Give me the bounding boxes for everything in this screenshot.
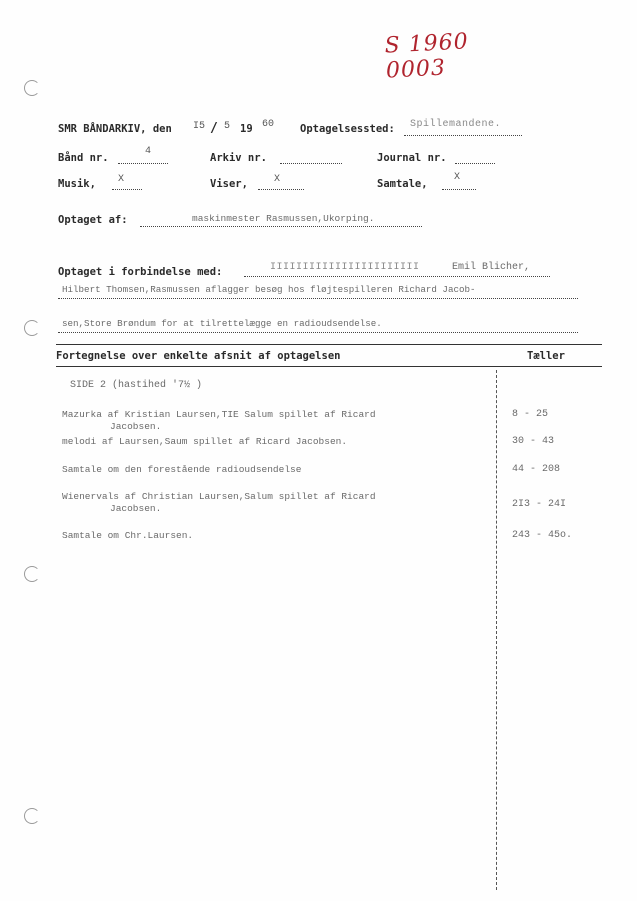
location-label: Optagelsessted: bbox=[300, 123, 395, 135]
row-counter: 8 - 25 bbox=[512, 409, 549, 420]
table-header-rule bbox=[56, 366, 602, 367]
samtale-underline bbox=[442, 189, 476, 190]
date-day: I5 bbox=[193, 121, 206, 132]
punch-hole-icon bbox=[24, 808, 40, 824]
samtale-label: Samtale, bbox=[377, 178, 428, 190]
counter-column-divider bbox=[496, 370, 497, 890]
forbindelse-line2-underline bbox=[58, 298, 578, 299]
viser-value: X bbox=[274, 174, 281, 185]
location-underline bbox=[404, 135, 522, 136]
forbindelse-line3: sen,Store Brøndum for at tilrettelægge en radioudsendelse. bbox=[62, 318, 382, 329]
table-row-continuation: Jacobsen. bbox=[110, 503, 162, 514]
forbindelse-struck-text: IIIIIIIIIIIIIIIIIIIIIII bbox=[270, 262, 420, 273]
counter-heading: Tæller bbox=[527, 350, 565, 362]
forbindelse-line2: Hilbert Thomsen,Rasmussen aflagger besøg hos fløjtespilleren Richard Jacob- bbox=[62, 284, 476, 295]
punch-hole-icon bbox=[24, 320, 40, 336]
journal-label: Journal nr. bbox=[377, 152, 447, 164]
optaget-af-value: maskinmester Rasmussen,Ukorping. bbox=[192, 213, 375, 224]
punch-hole-icon bbox=[24, 80, 40, 96]
row-counter: 2I3 - 24I bbox=[512, 499, 567, 510]
table-top-rule bbox=[56, 344, 602, 345]
musik-underline bbox=[112, 189, 142, 190]
forbindelse-line1: Emil Blicher, bbox=[452, 262, 531, 273]
date-separator: / bbox=[210, 121, 218, 136]
arkiv-label: Arkiv nr. bbox=[210, 152, 267, 164]
table-row-continuation: Jacobsen. bbox=[110, 421, 162, 432]
table-row: Samtale om den forestående radioudsendelse bbox=[62, 464, 302, 475]
side-label: SIDE 2 (hastihed '7½ ) bbox=[70, 380, 203, 391]
journal-underline bbox=[455, 163, 495, 164]
viser-label: Viser, bbox=[210, 178, 248, 190]
handwritten-archive-id: S 1960 0003 bbox=[384, 29, 470, 84]
table-heading: Fortegnelse over enkelte afsnit af optagelsen bbox=[56, 350, 341, 362]
musik-value: X bbox=[118, 174, 125, 185]
date-year-prefix: 19 bbox=[240, 123, 253, 135]
date-year-suffix: 60 bbox=[262, 119, 275, 130]
table-row: melodi af Laursen,Saum spillet af Ricard Jacobsen. bbox=[62, 436, 348, 447]
row-counter: 44 - 208 bbox=[512, 464, 561, 475]
optaget-af-label: Optaget af: bbox=[58, 214, 128, 226]
date-month: 5 bbox=[224, 121, 231, 132]
table-row: Samtale om Chr.Laursen. bbox=[62, 530, 194, 541]
baand-value: 4 bbox=[145, 146, 152, 157]
optaget-af-underline bbox=[140, 226, 422, 227]
table-row: Wienervals af Christian Laursen,Salum spillet af Ricard bbox=[62, 491, 376, 502]
forbindelse-line3-underline bbox=[58, 332, 578, 333]
musik-label: Musik, bbox=[58, 178, 96, 190]
table-row: Mazurka af Kristian Laursen,TIE Salum spillet af Ricard bbox=[62, 409, 376, 420]
samtale-value: X bbox=[454, 172, 461, 183]
baand-label: Bånd nr. bbox=[58, 152, 109, 164]
row-counter: 243 - 45o. bbox=[512, 530, 573, 541]
forbindelse-underline bbox=[244, 276, 550, 277]
forbindelse-label: Optaget i forbindelse med: bbox=[58, 266, 223, 278]
baand-underline bbox=[118, 163, 168, 164]
arkiv-underline bbox=[280, 163, 342, 164]
location-value: Spillemandene. bbox=[410, 119, 502, 130]
archive-label: SMR BÅNDARKIV, den bbox=[58, 123, 172, 135]
viser-underline bbox=[258, 189, 304, 190]
row-counter: 30 - 43 bbox=[512, 436, 555, 447]
punch-hole-icon bbox=[24, 566, 40, 582]
